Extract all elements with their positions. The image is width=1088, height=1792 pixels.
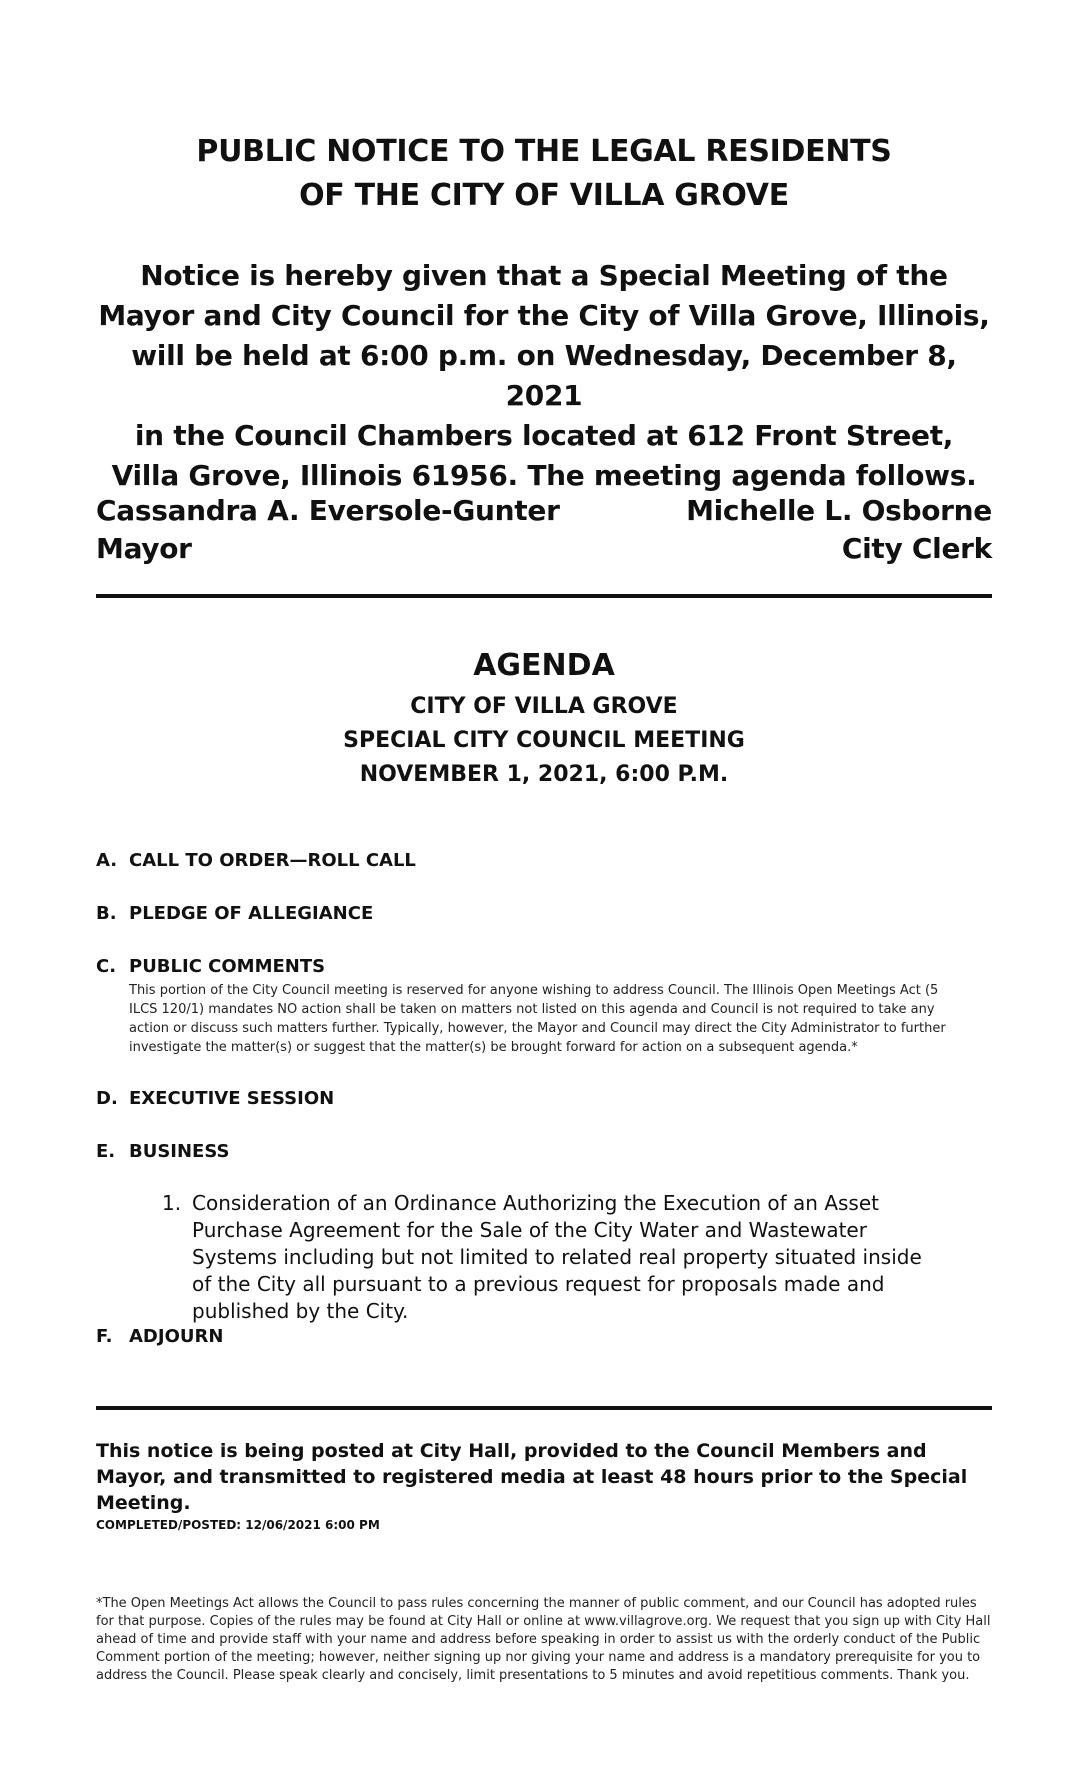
completed-posted-stamp: COMPLETED/POSTED: 12/06/2021 6:00 PM	[96, 1518, 380, 1532]
business-item-text: Consideration of an Ordinance Authorizing the Execution of an Asset Purchase Agreement for the Sale of the City Water and Wastewater Systems including but not limited to related real property situated inside of the City all pursuant to a previous request for proposals made and published by the City.	[192, 1191, 922, 1323]
item-letter: C.	[96, 956, 117, 977]
business-item-number: 1.	[162, 1191, 182, 1215]
mayor-title: Mayor	[96, 532, 192, 565]
public-comments-description: This portion of the City Council meeting is reserved for anyone wishing to address Council. The Illinois Open Meetings Act (5 ILCS 120/1) mandates NO action shall be taken on matters not listed on this agenda and Council is not required to take any action or discuss such matters further. Typically, however, the Mayor and Council may direct the City Administrator to further investigate the matter(s) or suggest that the matter(s) be brought forward for action on a subsequent agenda.*	[129, 983, 946, 1055]
meeting-notice	[96, 256, 992, 496]
notice-line: Villa Grove, Illinois 61956. The meeting agenda follows.	[111, 459, 977, 492]
mayor-signature-block	[96, 492, 560, 568]
item-label: PUBLIC COMMENTS	[129, 956, 326, 977]
agenda-meeting-type: SPECIAL CITY COUNCIL MEETING	[343, 728, 745, 753]
posting-statement: This notice is being posted at City Hall, provided to the Council Members and Mayor, and transmitted to registered media at least 48 hours prior to the Special Meeting.	[96, 1440, 968, 1514]
clerk-signature-block	[686, 492, 992, 568]
open-meetings-footnote: *The Open Meetings Act allows the Council to pass rules concerning the manner of public comment, and our Council has adopted rules for that purpose. Copies of the rules may be found at City Hall or online at www.villagrove.org. We request that you sign up with City Hall ahead of time and provide staff with your name and address before speaking in order to assist us with the orderly conduct of the Public Comment portion of the meeting; however, neither signing up nor giving your name and address is a mandatory prerequisite for you to address the Council. Please speak clearly and concisely, limit presentations to 5 minutes and avoid repetitious comments. Thank you.	[96, 1596, 991, 1683]
business-item-1	[162, 1190, 942, 1325]
notice-line: Notice is hereby given that a Special Meeting of the	[140, 259, 948, 292]
mayor-name: Cassandra A. Eversole-Gunter	[96, 494, 560, 527]
notice-line: will be held at 6:00 p.m. on Wednesday, December 8, 2021	[131, 339, 957, 412]
agenda-item-business	[96, 1139, 992, 1165]
item-letter: E.	[96, 1141, 116, 1162]
agenda-item-call-to-order	[96, 848, 992, 874]
notice-line: in the Council Chambers located at 612 Front Street,	[134, 419, 954, 452]
agenda-item-pledge	[96, 901, 992, 927]
clerk-title: City Clerk	[841, 532, 992, 565]
notice-title-line2: OF THE CITY OF VILLA GROVE	[299, 178, 789, 213]
agenda-date: NOVEMBER 1, 2021, 6:00 P.M.	[359, 762, 729, 787]
agenda-city: CITY OF VILLA GROVE	[410, 694, 678, 719]
item-letter: F.	[96, 1326, 113, 1347]
item-letter: B.	[96, 903, 117, 924]
item-label: CALL TO ORDER—ROLL CALL	[129, 850, 416, 871]
item-letter: A.	[96, 850, 118, 871]
clerk-name: Michelle L. Osborne	[686, 494, 992, 527]
item-label: EXECUTIVE SESSION	[129, 1088, 335, 1109]
divider-rule	[96, 1406, 992, 1410]
agenda-item-adjourn	[96, 1324, 992, 1350]
item-label: BUSINESS	[129, 1141, 230, 1162]
agenda-item-executive-session	[96, 1086, 992, 1112]
notice-title-line1: PUBLIC NOTICE TO THE LEGAL RESIDENTS	[196, 134, 892, 169]
agenda-item-public-comments	[96, 954, 992, 980]
notice-line: Mayor and City Council for the City of Villa Grove, Illinois,	[98, 299, 990, 332]
item-letter: D.	[96, 1088, 118, 1109]
item-label: ADJOURN	[129, 1326, 224, 1347]
item-label: PLEDGE OF ALLEGIANCE	[129, 903, 374, 924]
divider-rule	[96, 594, 992, 598]
agenda-title: AGENDA	[473, 648, 615, 683]
